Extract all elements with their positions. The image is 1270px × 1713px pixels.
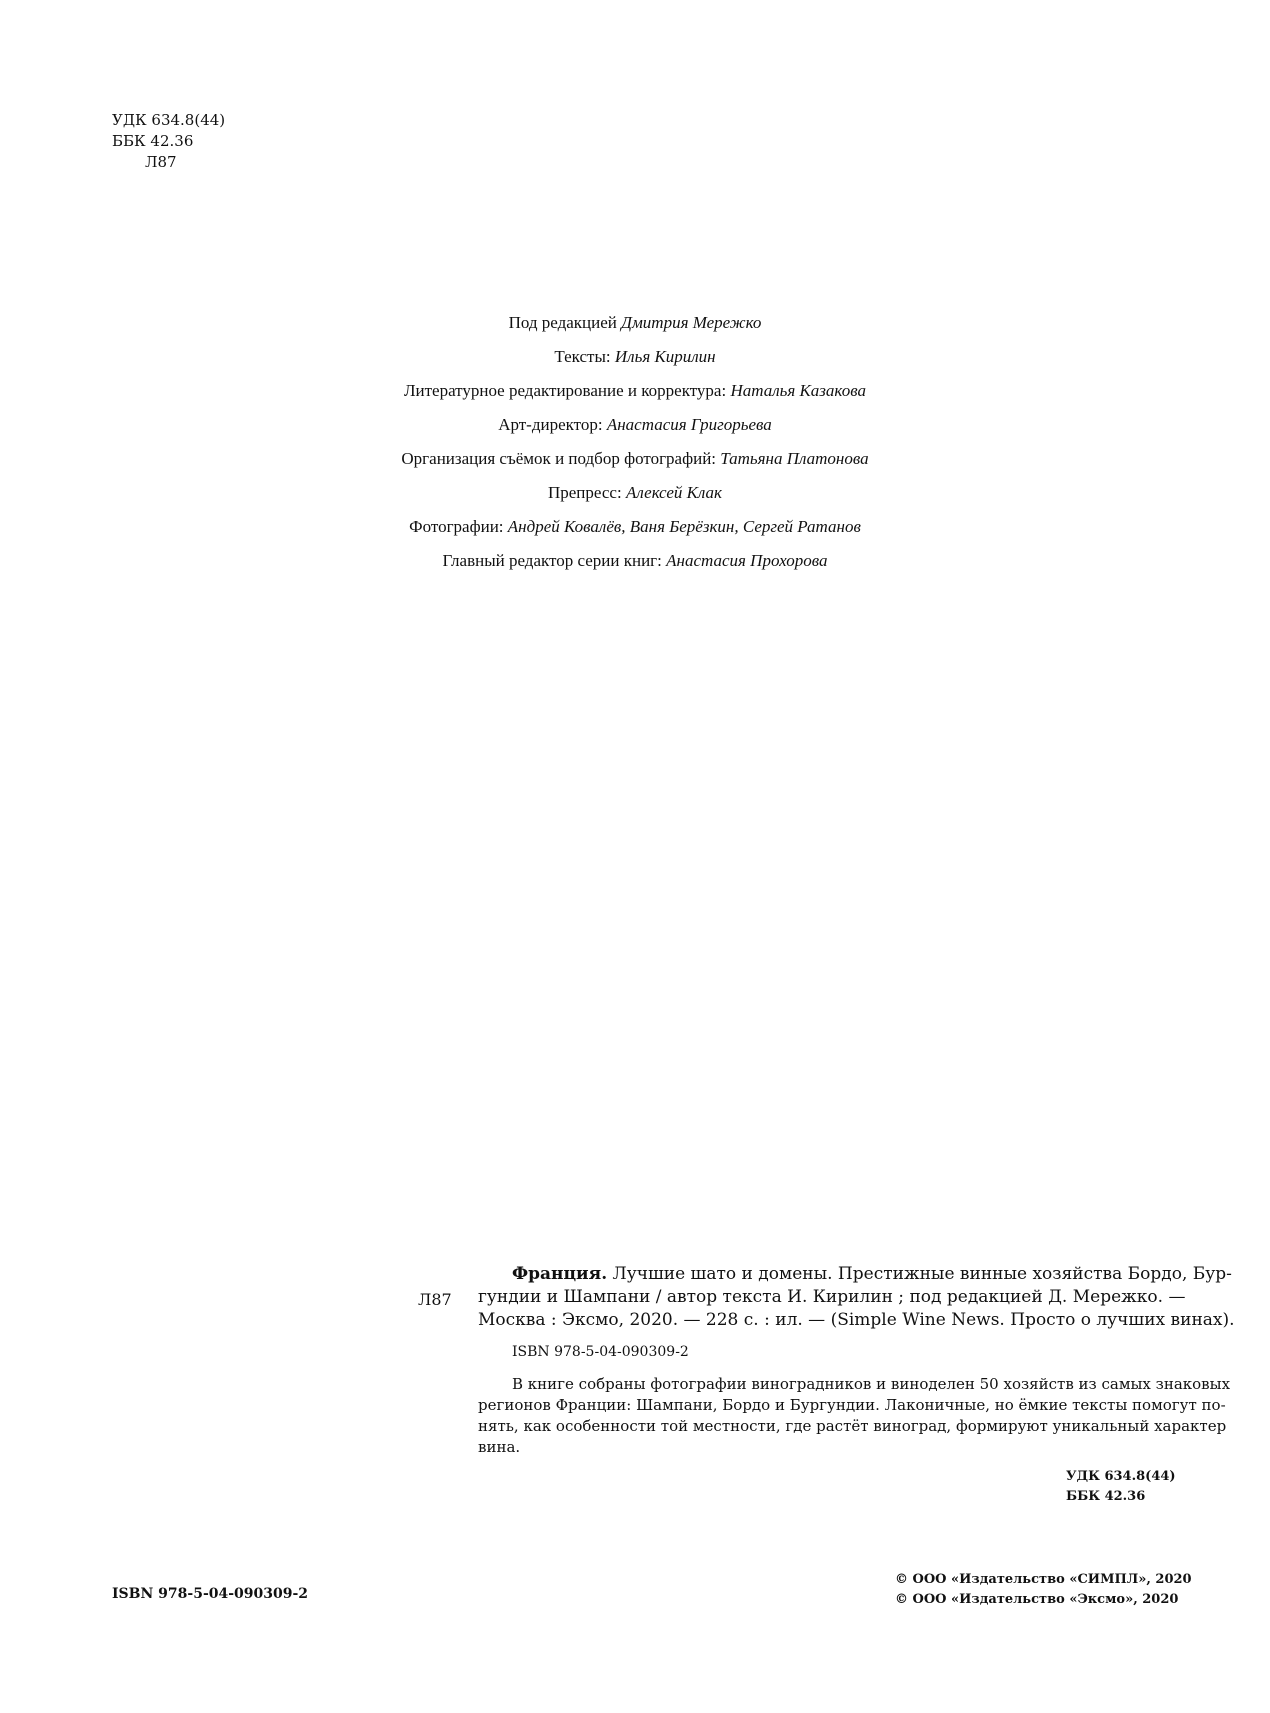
credit-name: Дмитрия Мережко [621,313,762,332]
credit-name: Алексей Клак [625,483,722,502]
credit-role: Арт-директор: [498,415,607,434]
bbk-code: ББК 42.36 [112,132,194,150]
annotation-line: регионов Франции: Шампани, Бордо и Бургундии. Лаконичные, но ёмкие тексты помогут по- [478,1396,1226,1414]
bibliographic-record [478,1263,1235,1332]
credit-role: Главный редактор серии книг: [442,551,667,570]
credit-line [0,374,1270,408]
credit-role: Организация съёмок и подбор фотографий: [401,449,721,468]
credit-line [0,306,1270,340]
credit-line [0,408,1270,442]
biblio-text: Лучшие шато и домены. Престижные винные хозяйства Бордо, Бур- [607,1264,1232,1284]
credit-name: Наталья Казакова [730,381,867,400]
isbn-bottom: ISBN 978-5-04-090309-2 [112,1586,309,1602]
author-mark: Л87 [145,153,177,171]
credit-role: Под редакцией [508,313,622,332]
credit-line [0,476,1270,510]
credit-role: Тексты: [554,347,615,366]
udk-code: УДК 634.8(44) [112,111,226,129]
bbk-code: ББК 42.36 [1066,1489,1146,1504]
annotation-line: нять, как особенности той местности, где растёт виноград, формируют уникальный характер [478,1417,1227,1435]
credit-role: Препресс: [547,483,626,502]
biblio-title: Франция. [512,1264,608,1284]
biblio-isbn: ISBN 978-5-04-090309-2 [512,1344,689,1360]
annotation [478,1374,1231,1458]
classification-bottom [1066,1467,1176,1507]
credit-name: Андрей Ковалёв, Ваня Берёзкин, Сергей Ратанов [507,517,861,536]
credit-name: Татьяна Платонова [720,449,869,468]
credit-role: Фотографии: [409,517,508,536]
copyright-line: © ООО «Издательство «СИМПЛ», 2020 [895,1572,1192,1587]
copyright-line: © ООО «Издательство «Эксмо», 2020 [895,1592,1179,1607]
credit-name: Анастасия Григорьева [606,415,772,434]
annotation-line: вина. [478,1438,521,1456]
annotation-line: В книге собраны фотографии виноградников и виноделен 50 хозяйств из самых знаковых [512,1375,1231,1393]
copyright-block [895,1570,1192,1610]
credit-name: Илья Кирилин [614,347,716,366]
credit-role: Литературное редактирование и корректура: [403,381,731,400]
biblio-author-mark: Л87 [418,1290,452,1309]
credit-line [0,544,1270,578]
biblio-line: гундии и Шампани / автор текста И. Кирилин ; под редакцией Д. Мережко. — [478,1287,1186,1307]
classification-top [112,110,225,173]
credits-block [0,306,1270,578]
credit-name: Анастасия Прохорова [666,551,828,570]
credit-line [0,510,1270,544]
udk-code: УДК 634.8(44) [1066,1469,1176,1484]
credit-line [0,442,1270,476]
credit-line [0,340,1270,374]
biblio-line: Москва : Эксмо, 2020. — 228 с. : ил. — (Simple Wine News. Просто о лучших винах). [478,1310,1235,1330]
biblio-line [478,1263,1232,1286]
